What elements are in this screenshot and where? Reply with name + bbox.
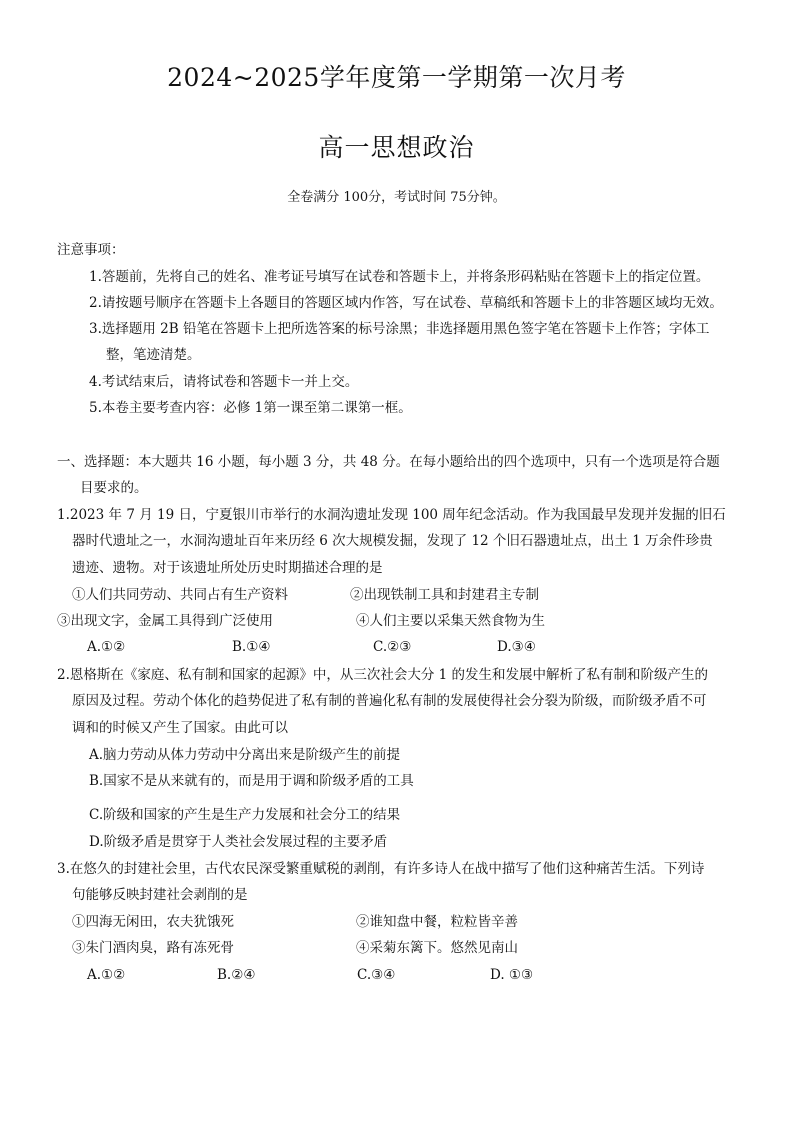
notes-heading: 注意事项： (57, 242, 125, 258)
question-2-stem: 原因及过程。劳动个体化的趋势促进了私有制的普遍化私有制的发展使得社会分裂为阶级，而阶级矛盾不可 (72, 693, 707, 709)
question-1-option-d: D.③④ (497, 639, 536, 655)
question-1-stem: 1.2023 年 7 月 19 日，宁夏银川市举行的水洞沟遗址发现 100 周年纪念活动。作为我国最早发现并发掘的旧石 (57, 507, 726, 523)
section-heading-cont: 目要求的。 (80, 480, 148, 496)
question-2-option-d: D.阶级矛盾是贯穿于人类社会发展过程的主要矛盾 (89, 834, 388, 850)
section-heading: 一、选择题：本大题共 16 小题，每小题 3 分，共 48 分。在每小题给出的四个选项中，只有一个选项是符合题 (57, 454, 720, 470)
question-1-statement-1: ①人们共同劳动、共同占有生产资料 (72, 587, 288, 603)
question-3-stem: 3.在悠久的封建社会里，古代农民深受繁重赋税的剥削，有许多诗人在战中描写了他们这种痛苦生活。下列诗 (57, 861, 705, 877)
note-item: 2.请按题号顺序在答题卡上各题目的答题区域内作答，写在试卷、草稿纸和答题卡上的非答题区域均无效。 (89, 295, 723, 311)
question-3-stem: 句能够反映封建社会剥削的是 (72, 887, 248, 903)
question-2-stem: 调和的时候又产生了国家。由此可以 (72, 720, 288, 736)
exam-title: 2024~2025学年度第一学期第一次月考 (167, 63, 626, 92)
note-item: 3.选择题用 2B 铅笔在答题卡上把所选答案的标号涂黑；非选择题用黑色签字笔在答题卡上作答；字体工 (89, 321, 710, 337)
note-item: 5.本卷主要考查内容：必修 1第一课至第二课第一框。 (89, 400, 412, 416)
question-1-option-b: B.①④ (232, 639, 271, 655)
question-2-option-a: A.脑力劳动从体力劳动中分离出来是阶级产生的前提 (89, 747, 401, 763)
exam-info: 全卷满分 100分，考试时间 75分钟。 (287, 190, 506, 205)
question-3-statement-3: ③朱门酒肉臭，路有冻死骨 (72, 940, 234, 956)
question-3-statement-2: ②谁知盘中餐，粒粒皆辛善 (356, 914, 518, 930)
question-2-option-c: C.阶级和国家的产生是生产力发展和社会分工的结果 (89, 807, 401, 823)
question-3-statement-4: ④采菊东篱下。悠然见南山 (356, 940, 518, 956)
question-3-option-b: B.②④ (217, 967, 256, 983)
question-3-option-a: A.①② (87, 967, 126, 983)
question-1-stem: 遗迹、遗物。对于该遗址所处历史时期描述合理的是 (72, 560, 383, 576)
question-1-stem: 器时代遗址之一，水洞沟遗址百年来历经 6 次大规模发掘，发现了 12 个旧石器遗址点，出土 1 万余件珍贵 (72, 533, 713, 549)
question-1-option-a: A.①② (87, 639, 126, 655)
question-1-statement-3: ③出现文字，金属工具得到广泛使用 (57, 613, 273, 629)
question-3-statement-1: ①四海无闲田，农夫犹饿死 (72, 914, 234, 930)
question-2-stem: 2.恩格斯在《家庭、私有制和国家的起源》中，从三次社会大分 1 的发生和发展中解析了私有制和阶级产生的 (57, 667, 709, 683)
note-item: 4.考试结束后，请将试卷和答题卡一并上交。 (89, 374, 359, 390)
question-3-option-c: C.③④ (357, 967, 396, 983)
note-item: 1.答题前，先将自己的姓名、准考证号填写在试卷和答题卡上，并将条形码粘贴在答题卡上的指定位置。 (89, 269, 710, 285)
exam-subject: 高一思想政治 (318, 133, 475, 162)
question-1-statement-2: ②出现铁制工具和封建君主专制 (350, 587, 539, 603)
question-2-option-b: B.国家不是从来就有的，而是用于调和阶级矛盾的工具 (89, 773, 414, 789)
question-1-option-c: C.②③ (373, 639, 412, 655)
note-item: 整，笔迹清楚。 (106, 347, 201, 363)
question-3-option-d: D. ①③ (490, 967, 534, 983)
question-1-statement-4: ④人们主要以采集天然食物为生 (356, 613, 545, 629)
